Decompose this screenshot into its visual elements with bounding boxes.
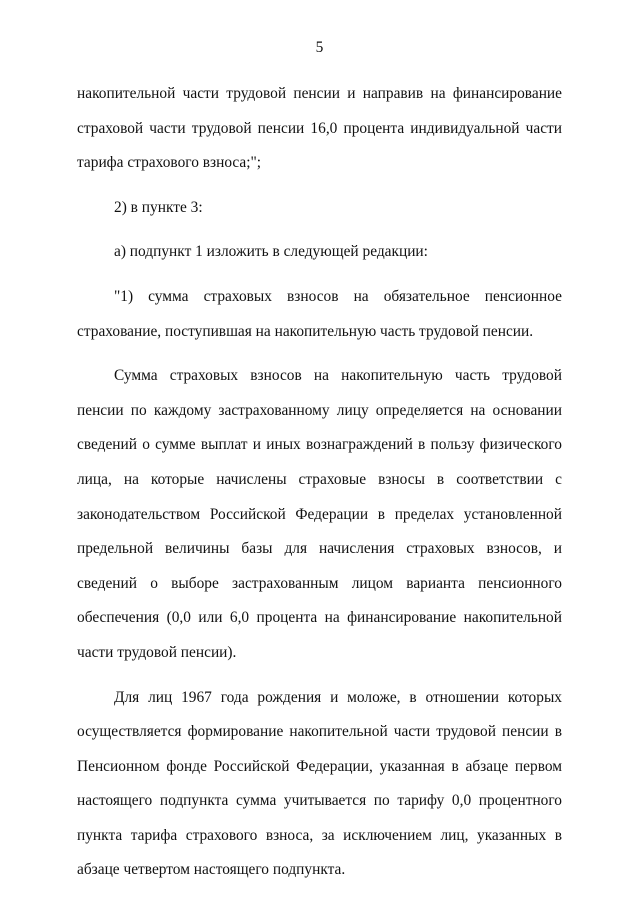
paragraph-persons-1967: Для лиц 1967 года рождения и моложе, в отношении которых осуществляется формирование накопительной части трудовой пенсии в Пенсионном фонде Российской Федерации, указанная в абзаце первом настоящего подпункта сумма учитывается по тарифу 0,0 процентного пункта тарифа страхового взноса, за исключением лиц, указанных в абзаце четвертом настоящего подпункта. (77, 688, 562, 879)
paragraph-contributions-sum: Сумма страховых взносов на накопительную часть трудовой пенсии по каждому застрахованному лицу определяется на основании сведений о сумме выплат и иных вознаграждений в пользу физического лица, на которые начислены страховые взносы в соответствии с законодательством Российской Федерации в пределах установленной предельной величины базы для начисления страховых взносов, и сведений о выборе застрахованным лицом варианта пенсионного обеспечения (0,0 или 6,0 процента на финансирование накопительной части трудовой пенсии). (77, 367, 562, 661)
paragraph-item-2: 2) в пункте 3: (114, 198, 203, 216)
paragraph-subitem-a: а) подпункт 1 изложить в следующей редакции: (114, 243, 428, 261)
paragraph-continuation: накопительной части трудовой пенсии и направив на финансирование страховой части трудовой пенсии 16,0 процента индивидуальной части тарифа страхового взноса;"; (77, 85, 562, 172)
page-number: 5 (315, 39, 324, 56)
paragraph-quoted-item-1: "1) сумма страховых взносов на обязательное пенсионное страхование, поступившая на накопительную часть трудовой пенсии. (77, 287, 562, 340)
